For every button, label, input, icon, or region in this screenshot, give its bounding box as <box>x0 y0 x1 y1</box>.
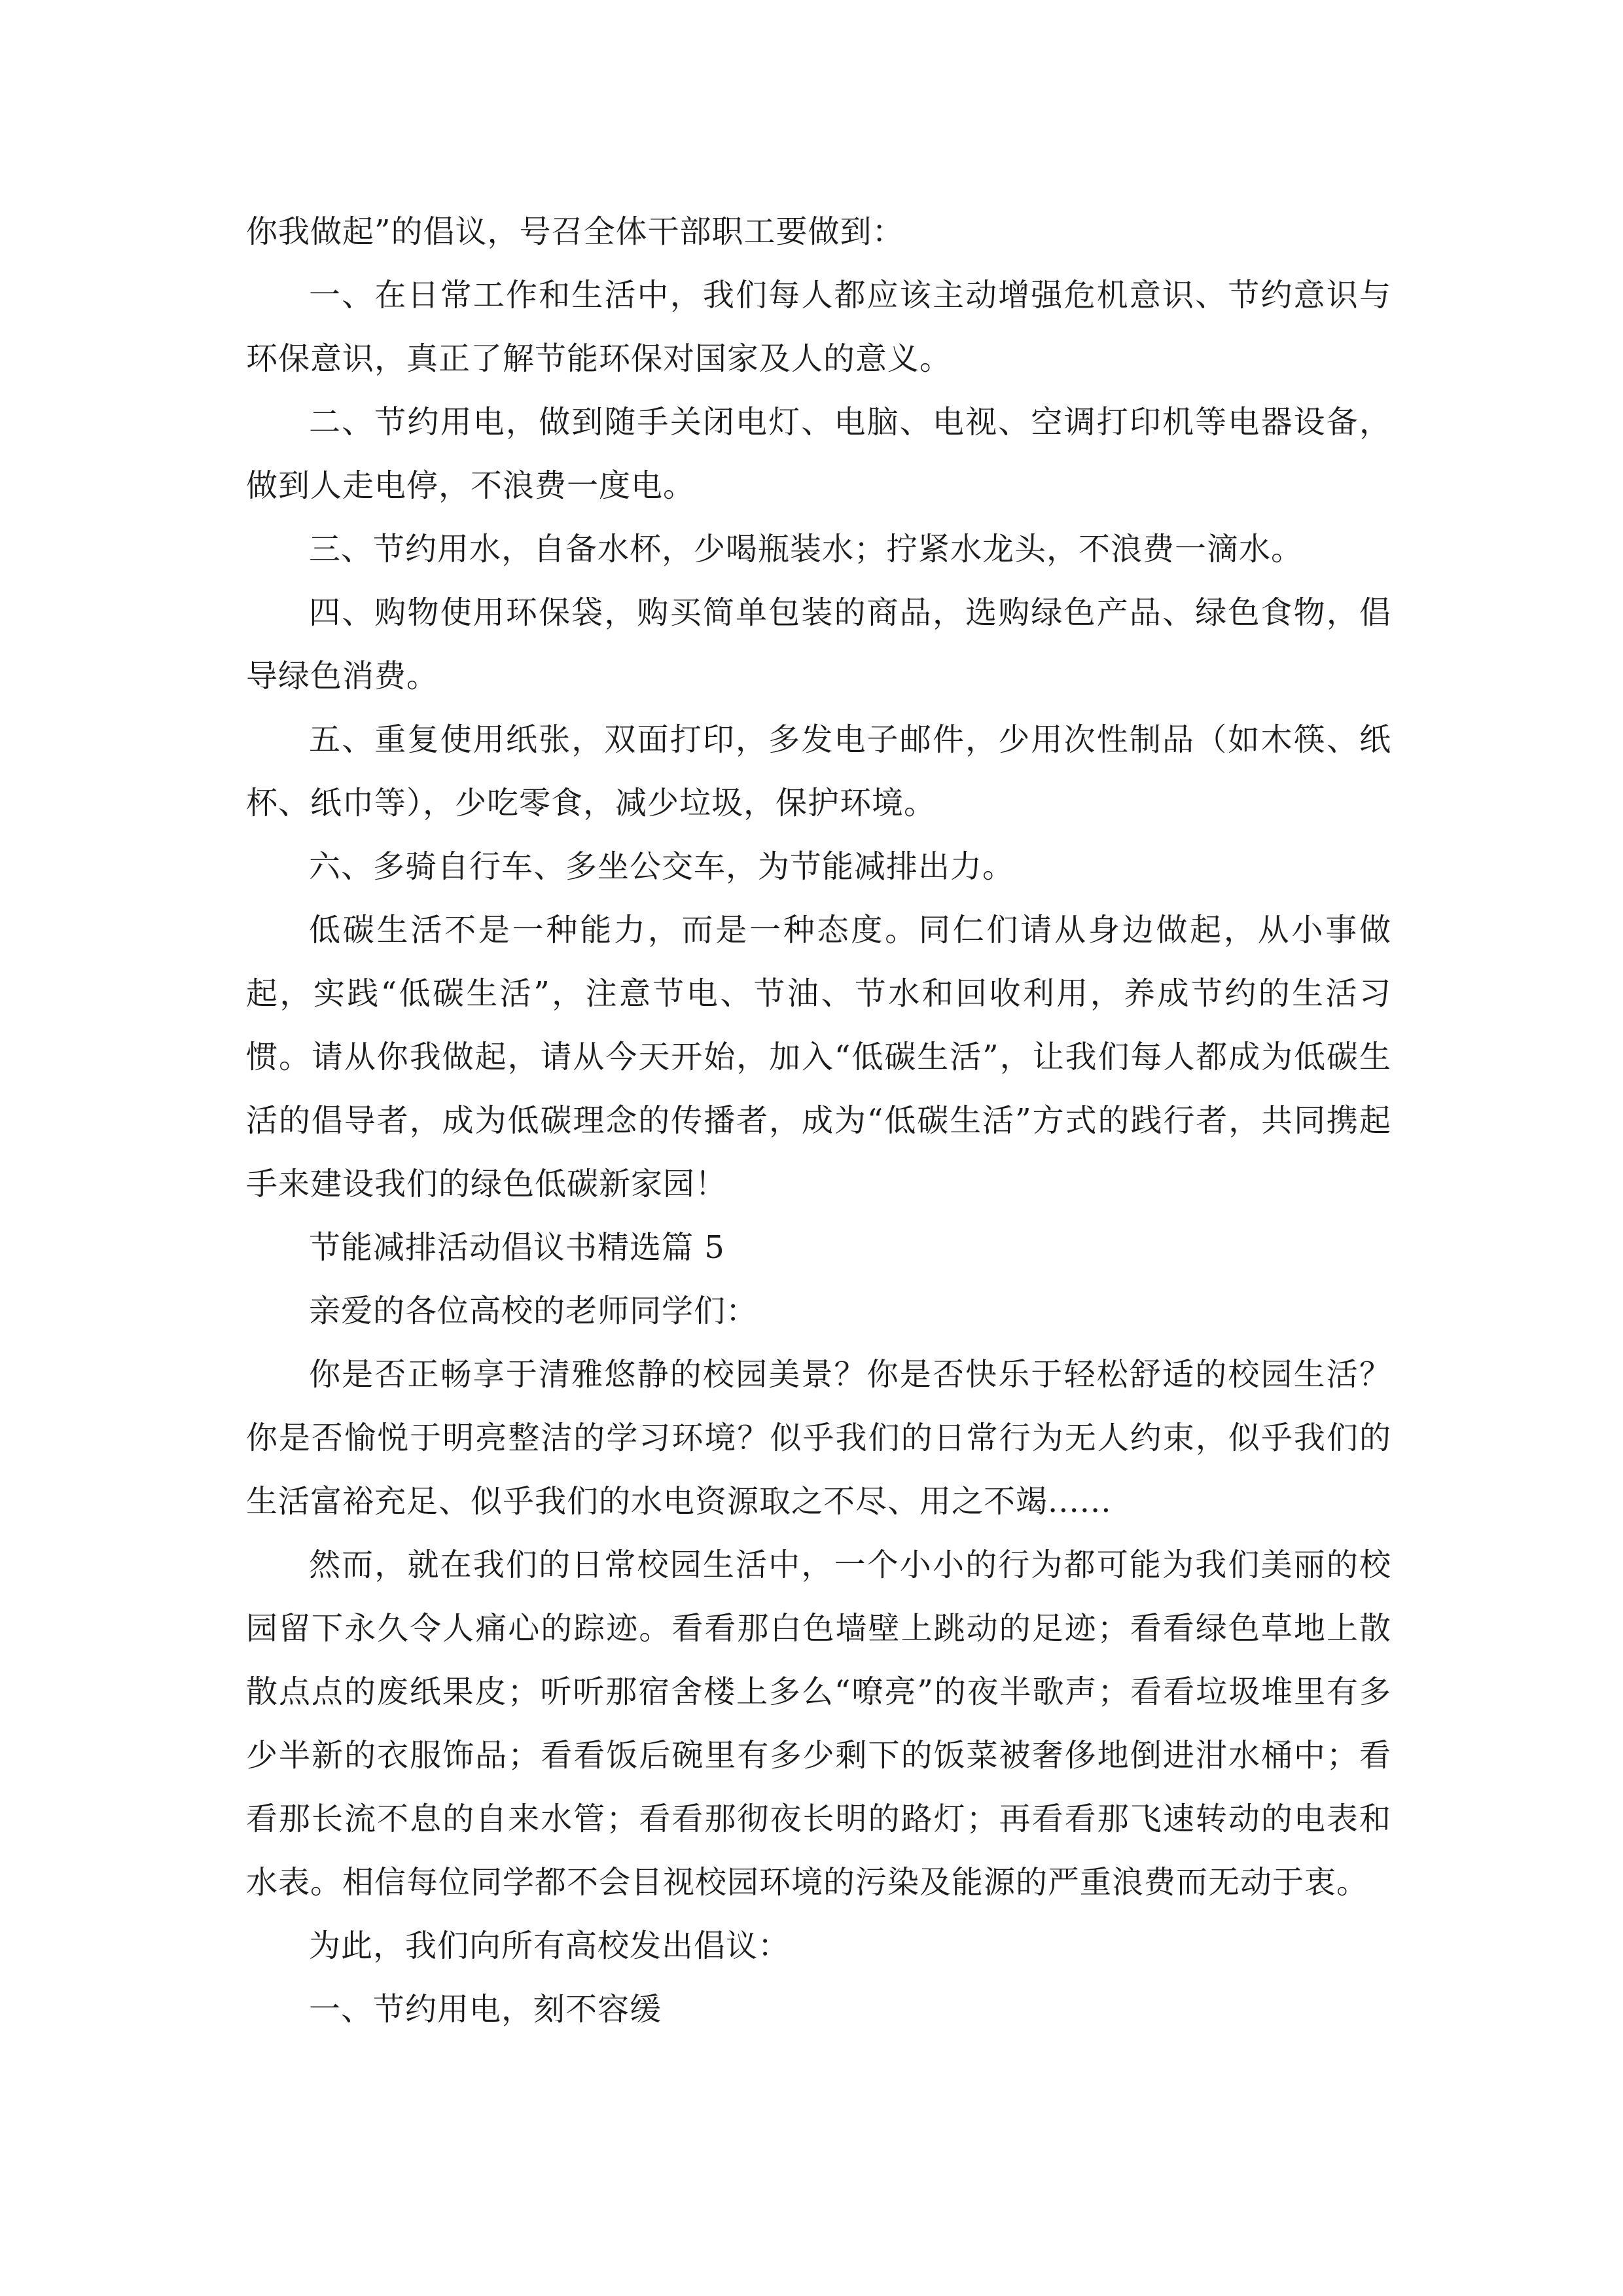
paragraph-11: 然而，就在我们的日常校园生活中，一个小小的行为都可能为我们美丽的校园留下永久令人痛心的踪迹。看看那白色墙壁上跳动的足迹；看看绿色草地上散散点点的废纸果皮；听听那宿舍楼上多么“嘹亮”的夜半歌声；看看垃圾堆里有多少半新的衣服饰品；看看饭后碗里有多少剩下的饭菜被奢侈地倒进泔水桶中；看看那长流不息的自来水管；看看那彻夜长明的路灯；再看看那飞速转动的电表和水表。相信每位同学都不会目视校园环境的污染及能源的严重浪费而无动于衷。 <box>246 1547 1391 1901</box>
paragraph-5: 五、重复使用纸张，双面打印，多发电子邮件，少用次性制品（如木筷、纸杯、纸巾等），少吃零食，减少垃圾，保护环境。 <box>246 721 1391 821</box>
document-body <box>246 200 1391 2041</box>
paragraph-12: 为此，我们向所有高校发出倡议： <box>309 1928 791 1964</box>
paragraph-3: 三、节约用水，自备水杯，少喝瓶装水；拧紧水龙头，不浪费一滴水。 <box>309 531 1304 567</box>
paragraph-4: 四、购物使用环保袋，购买简单包装的商品，选购绿色产品、绿色食物，倡导绿色消费。 <box>246 594 1391 694</box>
paragraph-10: 你是否正畅享于清雅悠静的校园美景？你是否快乐于轻松舒适的校园生活？你是否愉悦于明亮整洁的学习环境？似乎我们的日常行为无人约束，似乎我们的生活富裕充足、似乎我们的水电资源取之不尽、用之不竭...... <box>246 1356 1391 1520</box>
salutation: 亲爱的各位高校的老师同学们： <box>309 1293 758 1329</box>
paragraph-6: 六、多骑自行车、多坐公交车，为节能减排出力。 <box>309 848 1015 885</box>
section-heading: 节能减排活动倡议书精选篇 5 <box>309 1229 725 1266</box>
paragraph-0: 你我做起”的倡议，号召全体干部职工要做到： <box>246 213 904 250</box>
paragraph-2: 二、节约用电，做到随手关闭电灯、电脑、电视、空调打印机等电器设备，做到人走电停，不浪费一度电。 <box>246 404 1391 504</box>
paragraph-1: 一、在日常工作和生活中，我们每人都应该主动增强危机意识、节约意识与环保意识，真正了解节能环保对国家及人的意义。 <box>246 277 1391 377</box>
paragraph-13: 一、节约用电，刻不容缓 <box>309 1991 662 2028</box>
paragraph-7: 低碳生活不是一种能力，而是一种态度。同仁们请从身边做起，从小事做起，实践“低碳生活”，注意节电、节油、节水和回收利用，养成节约的生活习惯。请从你我做起，请从今天开始，加入“低碳生活”，让我们每人都成为低碳生活的倡导者，成为低碳理念的传播者，成为“低碳生活”方式的践行者，共同携起手来建设我们的绿色低碳新家园！ <box>246 912 1391 1202</box>
